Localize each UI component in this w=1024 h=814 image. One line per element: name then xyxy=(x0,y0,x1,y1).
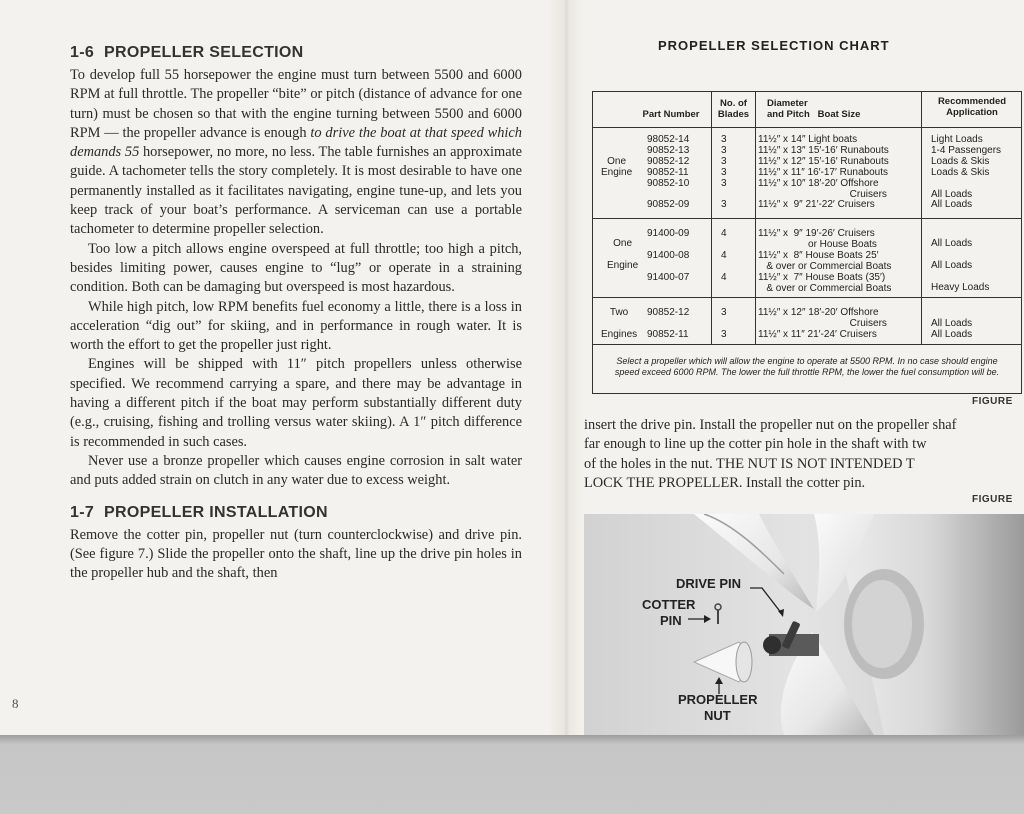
part-numbers: 98052-14 90852-13 90852-12 90852-11 90852-10 xyxy=(647,134,690,189)
applications: All Loads All Loads xyxy=(931,318,973,340)
propeller-table xyxy=(592,91,1022,394)
section-heading-1-6 xyxy=(70,44,522,62)
cotter-label: COTTER xyxy=(642,597,696,612)
header-part-number: Part Number xyxy=(642,109,700,120)
section-number: 1-7 xyxy=(70,503,95,521)
header-diameter-2: and Pitch Boat Size xyxy=(767,109,861,120)
page-number: 8 xyxy=(12,696,19,711)
size: 11½″ x 9″ 21′-22′ Cruisers xyxy=(758,199,875,210)
paragraph: Engines will be shipped with 11″ pitch propellers unless otherwise specified. We recommend carrying a spare, and there may be advantage in having a different pitch if the boat may perform substantially different duty (e.g., cruising, fishing and trolling versus water skiing). A 1″ pitch difference is recommended in such cases. xyxy=(70,356,522,450)
paragraph: Never use a bronze propeller which causes engine corrosion in salt water and puts added strain on clutch in any water due to excess weight. xyxy=(70,452,522,489)
row-divider xyxy=(593,297,1021,298)
paragraph: Remove the cotter pin, propeller nut (turn counterclockwise) and drive pin. (See figure 7.) Slide the propeller onto the shaft, line up the drive pin holes in the propeller hub and the shaft, then xyxy=(70,526,522,582)
header-application-1: Recommended xyxy=(937,96,1007,107)
applications: Light Loads 1-4 Passengers Loads & Skis Loads & Skis All Loads xyxy=(931,134,1002,200)
paragraph xyxy=(70,66,522,240)
sizes: 11½″ x 12″ 18′-20′ Offshore Cruisers 11½″ x 11″ 21′-24′ Cruisers xyxy=(758,307,887,340)
pin-label: PIN xyxy=(660,613,682,628)
nut-label: NUT xyxy=(704,708,731,723)
paragraph: While high pitch, low RPM benefits fuel economy a little, there is a loss in acceleration “dig out” for skiing, and in performance in rough water. It is worth the effort to get the propeller just right. xyxy=(70,298,522,354)
row-divider xyxy=(593,344,1021,345)
group-label: One Engine xyxy=(607,238,639,271)
application: All Loads xyxy=(931,199,973,210)
drive-pin-label: DRIVE PIN xyxy=(676,576,742,591)
part-numbers: 91400-09 91400-08 91400-07 xyxy=(647,228,690,283)
section-title: PROPELLER SELECTION xyxy=(104,44,304,61)
left-page xyxy=(70,44,522,583)
row-divider xyxy=(593,218,1021,219)
paragraph: Too low a pitch allows engine overspeed at full throttle; too high a pitch, besides limiting power, causes engine to “lug” or operate in a straining condition. Both can be damaging but overspeed is most hazardous. xyxy=(70,240,522,296)
propeller-label: PROPELLER xyxy=(678,692,758,707)
book-gutter xyxy=(548,0,584,735)
header-application-2: Application xyxy=(946,107,998,118)
installation-continued-text: insert the drive pin. Install the propeller nut on the propeller shaf far enough to line up the cotter pin hole in the shaft with tw of the holes in the nut. THE NUT IS NOT INTENDED T LOCK THE PROPELLER. Install the cotter pin. xyxy=(584,417,957,491)
chart-title: PROPELLER SELECTION CHART xyxy=(658,38,890,53)
sizes: 11½″ x 9″ 19′-26′ Cruisers or House Boats 11½″ x 8″ House Boats 25′ & over or Commercial Boats 11½″ x 7″ House Boats (35′) & over or Commercial Boats xyxy=(758,228,892,294)
table-note: Select a propeller which will allow the engine to operate at 5500 RPM. In no case should engine speed exceed 6000 RPM. The lower the full throttle RPM, the lower the fuel consumption will be. xyxy=(614,356,1000,377)
figure-label: FIGURE xyxy=(972,494,1013,505)
italic-text-run: to drive the boat at that speed which demands 55 xyxy=(70,124,522,161)
applications: All Loads All Loads Heavy Loads xyxy=(931,238,990,293)
blade-counts: 3 3 3 3 3 xyxy=(721,134,727,189)
part-number: 90852-09 xyxy=(647,199,690,210)
blade-counts: 3 3 xyxy=(721,307,727,340)
header-blades-1: No. of xyxy=(720,98,747,109)
propeller-photo xyxy=(584,514,1024,735)
figure-label: FIGURE xyxy=(972,396,1013,407)
text-run: To develop full 55 horsepower the engine must turn between 5500 and 6000 RPM at full throttle. The propeller “bite” or pitch (distance of advance for one turn) must be chosen so that with the engine turning between 5500 and 6000 RPM — the propeller advance is enough xyxy=(70,67,522,141)
header-diameter-1: Diameter xyxy=(767,98,808,109)
part-numbers: 90852-12 90852-11 xyxy=(647,307,690,340)
section-number: 1-6 xyxy=(70,44,95,61)
sizes: 11½″ x 14″ Light boats 11½″ x 13″ 15′-16′ Runabouts 11½″ x 12″ 15′-16′ Runabouts 11½″ x 11″ 16′-17′ Runabouts 11½″ x 10″ 18′-20′ Offshore Cruisers xyxy=(758,134,889,200)
right-page xyxy=(584,0,1024,735)
scan-background xyxy=(0,735,1024,814)
section-heading-1-7 xyxy=(70,504,522,522)
group-label: One Engine xyxy=(601,156,633,178)
text-run: horsepower, no more, no less. The table furnishes an approximate guide. A tachometer tells the story completely. It is most desirable to have one permanently installed as it facilitates navigating, engine tune-up, and lets you keep track of your boat’s performance. A serviceman can use a portable tachometer to determine propeller selection. xyxy=(70,144,522,238)
propeller-illustration xyxy=(584,514,1024,735)
header-blades-2: Blades xyxy=(717,109,750,120)
blade-counts: 4 4 4 xyxy=(721,228,727,283)
blade-count: 3 xyxy=(721,199,727,210)
group-label: Two Engines xyxy=(601,307,638,340)
section-title: PROPELLER INSTALLATION xyxy=(104,503,328,521)
